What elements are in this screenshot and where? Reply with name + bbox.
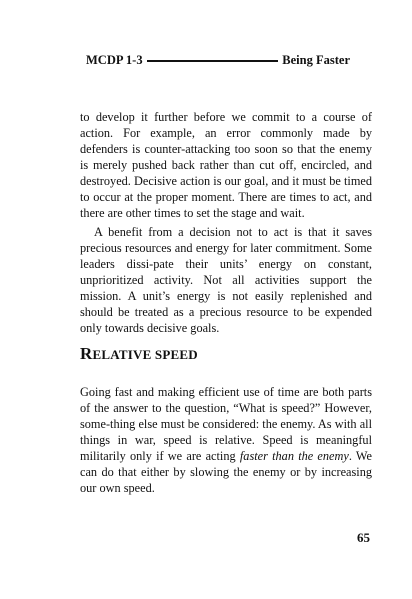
paragraph-3-emphasis: faster than the enemy — [239, 449, 349, 463]
paragraph-continuation — [80, 109, 372, 221]
paragraph-benefit — [80, 224, 372, 336]
paragraph-3-text — [80, 384, 372, 496]
section-heading-relative-speed — [80, 344, 198, 364]
paragraph-relative-speed — [80, 384, 372, 496]
paragraph-3-before: Going fast and making efficient use of time are both parts of the answer to the question, “What is speed?” However, some-thing else must be considered: the enemy. As with all things in war, speed is relative. Speed is meaningful militarily only if we are acting — [80, 385, 372, 463]
section-heading-rest: ELATIVE SPEED — [92, 347, 198, 362]
header-rule — [147, 60, 279, 62]
running-header — [86, 50, 350, 70]
header-chapter-title: Being Faster — [282, 52, 350, 67]
header-document-id: MCDP 1-3 — [86, 52, 143, 67]
paragraph-1-text: to develop it further before we commit to a course of action. For example, an error commonly made by defenders is counter-attacking too soon so that the enemy is merely pushed back rather than cut off, encircled, and destroyed. Decisive action is our goal, and it must be timed to occur at the proper moment. There are times to act, and there are other times to set the stage and wait. — [80, 110, 372, 220]
page-number: 65 — [357, 530, 370, 545]
paragraph-3-after: . We can do that either by slowing the enemy or by increasing our own speed. — [80, 449, 372, 495]
paragraph-2-text: A benefit from a decision not to act is that it saves precious resources and energy for later commitment. Some leaders dissi-pate their units’ energy on constant, unprioritized activity. Not all activities support the mission. A unit’s energy is not easily replenished and should be treated as a precious resource to be expended only towards decisive goals. — [80, 225, 372, 335]
section-heading-initial: R — [80, 344, 93, 363]
